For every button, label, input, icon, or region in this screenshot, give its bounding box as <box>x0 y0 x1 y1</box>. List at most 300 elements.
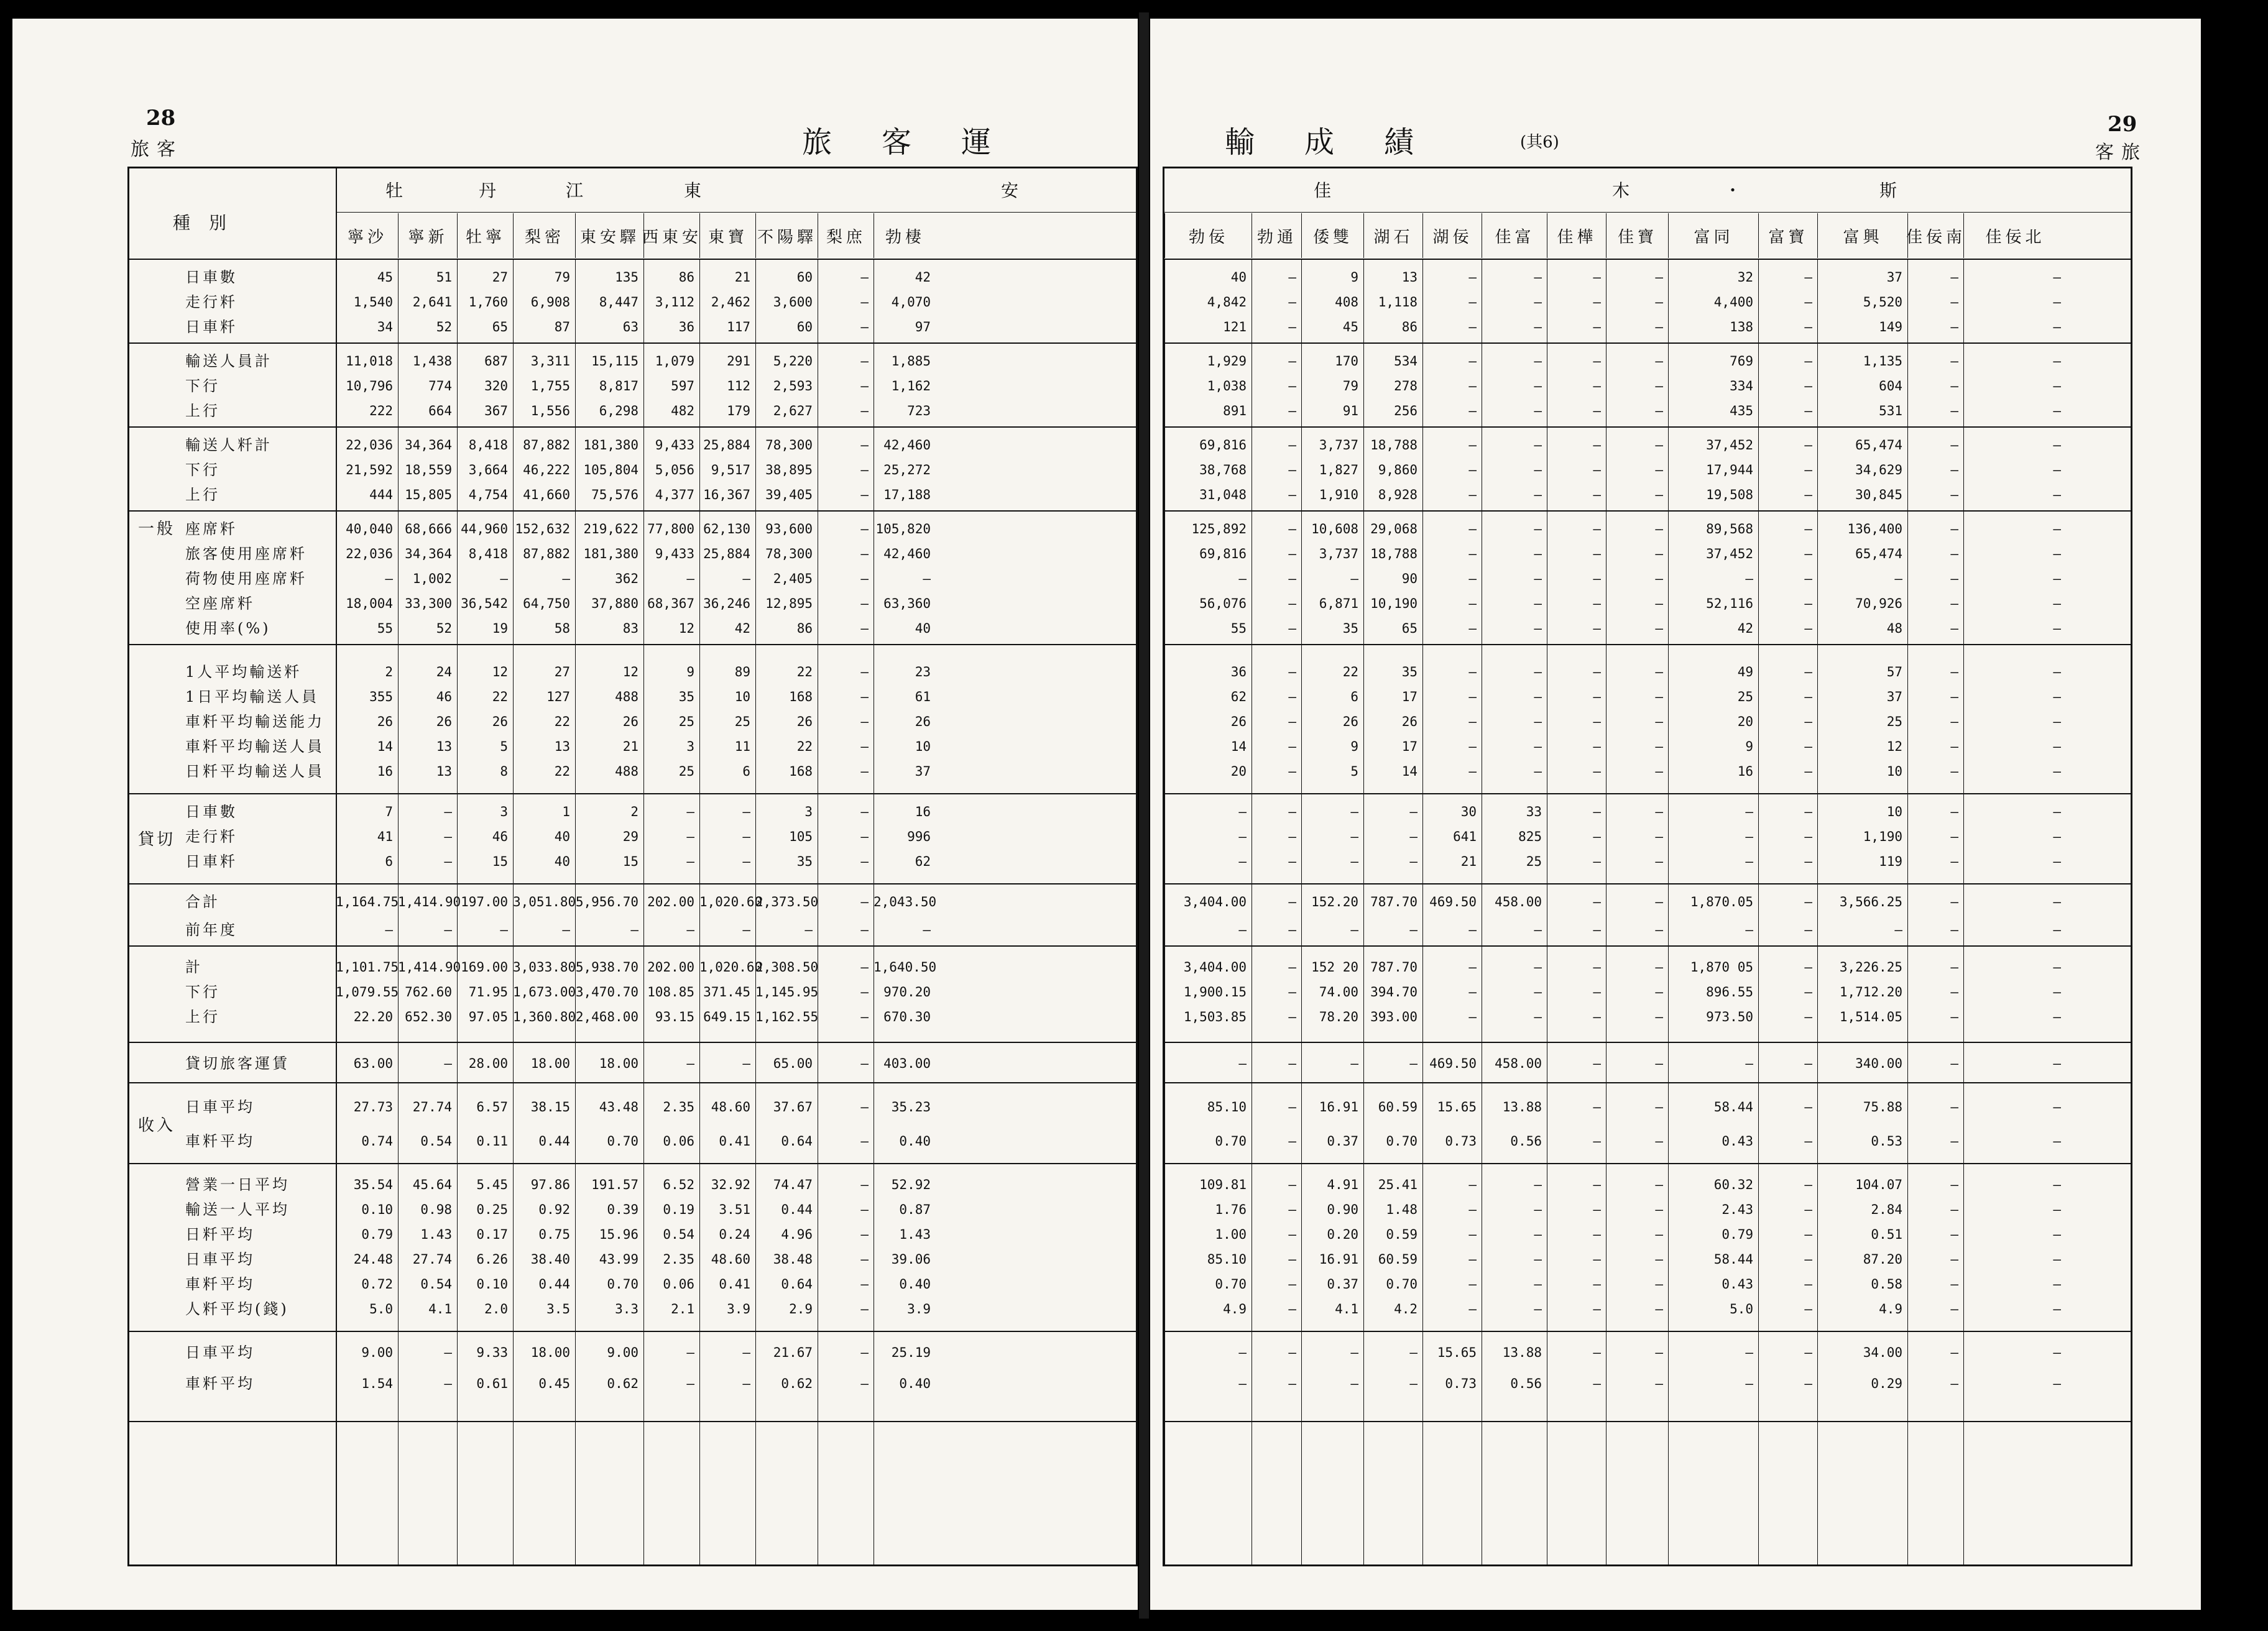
table-row <box>129 566 1136 591</box>
table-row <box>1164 1095 2131 1119</box>
table-row <box>1164 541 2131 566</box>
data-cell: — <box>1950 1134 1958 1149</box>
data-cell: — <box>860 922 869 937</box>
data-cell: — <box>1804 1277 1812 1292</box>
data-cell: — <box>2053 689 2061 704</box>
table-row <box>129 849 1136 874</box>
data-cell: — <box>686 571 694 586</box>
data-cell: 79 <box>1342 379 1358 393</box>
data-cell: — <box>1238 1056 1247 1071</box>
data-cell: 0.75 <box>538 1227 570 1242</box>
data-cell: — <box>742 1376 750 1391</box>
data-cell: 16.91 <box>1319 1100 1358 1114</box>
data-cell: — <box>444 854 452 869</box>
left-ledger-table <box>127 167 1138 1566</box>
table-row <box>129 315 1136 339</box>
data-cell: — <box>2053 764 2061 779</box>
data-cell: — <box>2053 985 2061 999</box>
station-header: 富興 <box>1817 213 1908 258</box>
data-cell: — <box>1655 960 1663 975</box>
data-cell: 13 <box>554 739 570 754</box>
data-cell: — <box>444 1056 452 1071</box>
data-cell: 63.00 <box>353 1056 393 1071</box>
data-cell: 138 <box>1730 319 1753 334</box>
data-cell: — <box>1288 1252 1296 1267</box>
data-cell: — <box>1350 804 1358 819</box>
data-cell: — <box>1950 1202 1958 1217</box>
table-row <box>1164 917 2131 942</box>
data-cell: — <box>1288 739 1296 754</box>
station-header: 富寶 <box>1758 213 1818 258</box>
data-cell: 197.00 <box>461 894 508 909</box>
data-cell: — <box>1950 985 1958 999</box>
row-label: 走行粁 <box>185 293 237 311</box>
data-cell: 62 <box>1230 689 1247 704</box>
data-cell: 3,226.25 <box>1839 960 1902 975</box>
data-cell: 482 <box>671 403 694 418</box>
data-cell: — <box>860 1345 869 1360</box>
data-cell: 62,130 <box>703 521 750 536</box>
data-cell: 16 <box>377 764 393 779</box>
data-cell: — <box>1350 829 1358 844</box>
data-cell: 649.15 <box>703 1009 750 1024</box>
data-cell: 219,622 <box>583 521 638 536</box>
data-cell: — <box>1288 1202 1296 1217</box>
data-cell: — <box>1468 462 1477 477</box>
row-label: 荷物使用座席粁 <box>185 570 307 587</box>
data-cell: 0.24 <box>719 1227 750 1242</box>
data-cell: — <box>1593 1202 1601 1217</box>
data-cell: — <box>1288 295 1296 310</box>
data-cell: 0.51 <box>1871 1227 1902 1242</box>
data-cell: — <box>1288 1100 1296 1114</box>
data-cell: 8,418 <box>468 438 508 453</box>
data-cell: — <box>1593 804 1601 819</box>
data-cell: 3,566.25 <box>1839 894 1902 909</box>
station-header: 梨庶 <box>818 213 874 258</box>
data-cell: 69,816 <box>1199 438 1247 453</box>
data-cell: — <box>1534 764 1542 779</box>
data-cell: 1,162 <box>891 379 931 393</box>
data-cell: 1,101.75 <box>336 960 399 975</box>
data-cell: — <box>2053 1009 2061 1024</box>
table-row <box>129 684 1136 709</box>
row-label: 日車平均 <box>185 1251 255 1268</box>
data-cell: 25,884 <box>703 546 750 561</box>
data-cell: 2.1 <box>671 1302 694 1316</box>
row-separator <box>1164 510 2131 512</box>
data-cell: — <box>1950 319 1958 334</box>
table-row <box>1164 591 2131 616</box>
data-cell: — <box>1593 1177 1601 1192</box>
row-label: 前年度 <box>185 921 237 939</box>
data-cell: 5,520 <box>1863 295 1902 310</box>
data-cell: 22 <box>492 689 508 704</box>
data-cell: — <box>1655 1376 1663 1391</box>
data-cell: 5 <box>1350 764 1358 779</box>
data-cell: 13 <box>436 764 452 779</box>
data-cell: 787.70 <box>1370 894 1418 909</box>
data-cell: 6.57 <box>476 1100 508 1114</box>
data-cell: — <box>1950 379 1958 393</box>
data-cell: 52 <box>436 319 452 334</box>
data-cell: — <box>1950 487 1958 502</box>
data-cell: 9,433 <box>655 438 694 453</box>
data-cell: — <box>860 1056 869 1071</box>
data-cell: 65,474 <box>1855 438 1902 453</box>
data-cell: 74.00 <box>1319 985 1358 999</box>
data-cell: — <box>1655 854 1663 869</box>
data-cell: 1,556 <box>530 403 570 418</box>
data-cell: — <box>1288 960 1296 975</box>
data-cell: — <box>1238 829 1247 844</box>
data-cell: 65 <box>492 319 508 334</box>
data-cell: — <box>444 922 452 937</box>
data-cell: — <box>1894 922 1902 937</box>
data-cell: — <box>1950 960 1958 975</box>
station-header: 梨密 <box>513 213 576 258</box>
data-cell: 112 <box>727 379 750 393</box>
data-cell: 1,162.55 <box>755 1009 819 1024</box>
data-cell: — <box>1804 960 1812 975</box>
data-cell: 9 <box>1350 270 1358 285</box>
table-row <box>129 759 1136 784</box>
data-cell: 25,884 <box>703 438 750 453</box>
row-label: 車粁平均 <box>185 1375 255 1392</box>
data-cell: — <box>860 1252 869 1267</box>
data-cell: 1,673.00 <box>513 985 576 999</box>
data-cell: 58.44 <box>1713 1100 1753 1114</box>
data-cell: — <box>1288 438 1296 453</box>
data-cell: — <box>1745 1345 1753 1360</box>
row-separator <box>1164 1042 2131 1043</box>
data-cell: — <box>1804 1302 1812 1316</box>
data-cell: 105,804 <box>583 462 638 477</box>
data-cell: — <box>1950 1009 1958 1024</box>
data-cell: 17,188 <box>883 487 931 502</box>
data-cell: — <box>860 829 869 844</box>
data-cell: 42 <box>915 270 931 285</box>
data-cell: — <box>1950 295 1958 310</box>
data-cell: — <box>1745 829 1753 844</box>
data-cell: — <box>1288 985 1296 999</box>
data-cell: 65.00 <box>773 1056 813 1071</box>
data-cell: 25,272 <box>883 462 931 477</box>
station-header: 佳樺 <box>1547 213 1606 258</box>
table-row <box>129 980 1136 1004</box>
station-header: 湖佞 <box>1422 213 1482 258</box>
data-cell: — <box>500 922 508 937</box>
data-cell: — <box>1288 1009 1296 1024</box>
data-cell: — <box>2053 1056 2061 1071</box>
data-cell: — <box>1804 1134 1812 1149</box>
data-cell: 152.20 <box>1311 894 1358 909</box>
table-row <box>129 457 1136 482</box>
data-cell: 16,367 <box>703 487 750 502</box>
data-cell: — <box>1593 379 1601 393</box>
row-type-header: 種別 <box>173 213 246 233</box>
data-cell: — <box>2053 403 2061 418</box>
data-cell: 0.64 <box>781 1134 813 1149</box>
data-cell: 1,712.20 <box>1839 985 1902 999</box>
row-label: 下行 <box>185 983 220 1001</box>
table-row <box>129 955 1136 980</box>
data-cell: — <box>1804 854 1812 869</box>
data-cell: — <box>1804 462 1812 477</box>
data-cell: 21.67 <box>773 1345 813 1360</box>
data-cell: 34.00 <box>1863 1345 1902 1360</box>
data-cell: — <box>1950 1277 1958 1292</box>
table-row <box>1164 482 2131 507</box>
data-cell: 87,882 <box>523 546 570 561</box>
data-cell: — <box>1950 739 1958 754</box>
data-cell: 12 <box>622 664 638 679</box>
data-cell: — <box>1655 487 1663 502</box>
data-cell: 8,928 <box>1378 487 1418 502</box>
data-cell: 40 <box>915 621 931 636</box>
data-cell: — <box>1950 829 1958 844</box>
data-cell: 37,880 <box>591 596 638 611</box>
data-cell: 458.00 <box>1495 1056 1542 1071</box>
data-cell: — <box>1593 438 1601 453</box>
left-route-groups <box>336 168 1136 213</box>
data-cell: 10 <box>734 689 750 704</box>
data-cell: 2,641 <box>412 295 452 310</box>
data-cell: — <box>860 894 869 909</box>
data-cell: — <box>2053 521 2061 536</box>
data-cell: 9,433 <box>655 546 694 561</box>
data-cell: — <box>1288 571 1296 586</box>
data-cell: 2,627 <box>773 403 813 418</box>
table-row <box>129 1095 1136 1119</box>
data-cell: 670.30 <box>883 1009 931 1024</box>
data-cell: — <box>1655 739 1663 754</box>
data-cell: — <box>1745 922 1753 937</box>
row-group-label: 貸切 <box>138 830 176 849</box>
data-cell: — <box>2053 1376 2061 1391</box>
data-cell: 0.43 <box>1722 1277 1753 1292</box>
data-cell: — <box>2053 571 2061 586</box>
data-cell: 2.9 <box>789 1302 813 1316</box>
data-cell: — <box>742 854 750 869</box>
row-label: 1日平均輸送人員 <box>185 688 320 705</box>
row-separator <box>129 644 1136 645</box>
data-cell: 5 <box>500 739 508 754</box>
data-cell: 0.70 <box>607 1277 638 1292</box>
data-cell: 35 <box>796 854 813 869</box>
data-cell: — <box>860 689 869 704</box>
table-row <box>129 709 1136 734</box>
table-row <box>1164 759 2131 784</box>
table-row <box>1164 849 2131 874</box>
data-cell: 6.26 <box>476 1252 508 1267</box>
data-cell: — <box>860 764 869 779</box>
data-cell: 6 <box>742 764 750 779</box>
data-cell: 1,870 05 <box>1690 960 1753 975</box>
row-separator <box>129 883 1136 884</box>
data-cell: 79 <box>554 270 570 285</box>
data-cell: 51 <box>436 270 452 285</box>
data-cell: 8 <box>500 764 508 779</box>
table-row <box>129 824 1136 849</box>
data-cell: 0.44 <box>538 1134 570 1149</box>
data-cell: — <box>1468 1302 1477 1316</box>
data-cell: 83 <box>622 621 638 636</box>
station-header: 勃通 <box>1252 213 1302 258</box>
data-cell: — <box>860 804 869 819</box>
data-cell: 19,508 <box>1706 487 1753 502</box>
data-cell: 444 <box>369 487 393 502</box>
data-cell: — <box>1288 354 1296 369</box>
data-cell: 604 <box>1879 379 1902 393</box>
data-cell: — <box>1593 571 1601 586</box>
data-cell: 37 <box>915 764 931 779</box>
data-cell: — <box>1593 922 1601 937</box>
data-cell: 0.54 <box>420 1134 452 1149</box>
data-cell: — <box>1894 571 1902 586</box>
data-cell: 37,452 <box>1706 438 1753 453</box>
data-cell: 0.62 <box>607 1376 638 1391</box>
data-cell: 1,135 <box>1863 354 1902 369</box>
data-cell: — <box>1593 1277 1601 1292</box>
data-cell: 469.50 <box>1429 1056 1477 1071</box>
data-cell: 1.48 <box>1386 1202 1418 1217</box>
data-cell: 0.54 <box>420 1277 452 1292</box>
row-separator <box>1164 1421 2131 1422</box>
data-cell: 23 <box>915 664 931 679</box>
data-cell: 13.88 <box>1502 1100 1542 1114</box>
row-separator <box>129 945 1136 947</box>
table-row <box>1164 734 2131 759</box>
data-cell: — <box>742 922 750 937</box>
row-separator <box>129 1042 1136 1043</box>
data-cell: — <box>1534 596 1542 611</box>
data-cell: — <box>1288 546 1296 561</box>
data-cell: — <box>1593 1302 1601 1316</box>
data-cell: 34 <box>377 319 393 334</box>
table-row <box>1164 799 2131 824</box>
data-cell: 0.70 <box>1386 1277 1418 1292</box>
row-separator <box>129 510 1136 512</box>
data-cell: 1,885 <box>891 354 931 369</box>
station-header: 勃佞 <box>1164 213 1252 258</box>
data-cell: — <box>1350 1056 1358 1071</box>
data-cell: 36 <box>678 319 694 334</box>
data-cell: 3.9 <box>727 1302 750 1316</box>
data-cell: 362 <box>615 571 638 586</box>
data-cell: 26 <box>1342 714 1358 729</box>
data-cell: 87 <box>554 319 570 334</box>
data-cell: — <box>1950 438 1958 453</box>
data-cell: 25.41 <box>1378 1177 1418 1192</box>
table-row <box>129 889 1136 914</box>
data-cell: 97.05 <box>468 1009 508 1024</box>
data-cell: 3,112 <box>655 295 694 310</box>
data-cell: — <box>1655 621 1663 636</box>
data-cell: — <box>1534 487 1542 502</box>
data-cell: 762.60 <box>405 985 452 999</box>
data-cell: 2.35 <box>663 1100 694 1114</box>
table-row <box>129 541 1136 566</box>
data-cell: 8,418 <box>468 546 508 561</box>
row-label: 下行 <box>185 461 220 479</box>
table-row <box>129 1247 1136 1272</box>
data-cell: — <box>1288 319 1296 334</box>
data-cell: 4.96 <box>781 1227 813 1242</box>
data-cell: 0.61 <box>476 1376 508 1391</box>
data-cell: 65,474 <box>1855 546 1902 561</box>
data-cell: — <box>1593 960 1601 975</box>
data-cell: 1,079.55 <box>336 985 399 999</box>
row-label: 1人平均輸送粁 <box>185 663 302 681</box>
data-cell: 0.72 <box>361 1277 393 1292</box>
data-cell: 5,938.70 <box>575 960 638 975</box>
data-cell: — <box>2053 854 2061 869</box>
data-cell: 136,400 <box>1847 521 1902 536</box>
data-cell: 5.45 <box>476 1177 508 1192</box>
data-cell: — <box>1534 960 1542 975</box>
data-cell: — <box>1950 894 1958 909</box>
data-cell: — <box>686 804 694 819</box>
row-label: 日車平均 <box>185 1344 255 1361</box>
data-cell: 1,079 <box>655 354 694 369</box>
row-label: 合計 <box>185 893 220 911</box>
data-cell: 0.73 <box>1445 1376 1477 1391</box>
data-cell: — <box>444 829 452 844</box>
data-cell: — <box>1804 985 1812 999</box>
data-cell: 8,817 <box>599 379 638 393</box>
data-cell: 435 <box>1730 403 1753 418</box>
data-cell: — <box>1950 1302 1958 1316</box>
data-cell: 10,190 <box>1370 596 1418 611</box>
data-cell: 10 <box>1886 804 1902 819</box>
row-label: 空座席粁 <box>185 595 255 612</box>
data-cell: — <box>444 804 452 819</box>
table-row <box>1164 457 2131 482</box>
data-cell: — <box>2053 270 2061 285</box>
data-cell: — <box>742 804 750 819</box>
data-cell: 3.51 <box>719 1202 750 1217</box>
row-label: 使用率(%) <box>185 620 271 637</box>
data-cell: 135 <box>615 270 638 285</box>
data-cell: — <box>860 664 869 679</box>
data-cell: — <box>1593 829 1601 844</box>
data-cell: 38.48 <box>773 1252 813 1267</box>
data-cell: — <box>1409 1345 1418 1360</box>
data-cell: 222 <box>369 403 393 418</box>
data-cell: 105 <box>789 829 813 844</box>
data-cell: 1,145.95 <box>755 985 819 999</box>
data-cell: 4,377 <box>655 487 694 502</box>
table-row <box>1164 684 2131 709</box>
page-number-right: 29 <box>2108 112 2137 137</box>
data-cell: — <box>1534 664 1542 679</box>
data-cell: 43.48 <box>599 1100 638 1114</box>
data-cell: — <box>1804 403 1812 418</box>
data-cell: — <box>1350 922 1358 937</box>
data-cell: 15.96 <box>599 1227 638 1242</box>
data-cell: 0.11 <box>476 1134 508 1149</box>
data-cell: 15 <box>492 854 508 869</box>
data-cell: 86 <box>678 270 694 285</box>
data-cell: 22,036 <box>346 546 393 561</box>
data-cell: — <box>1593 487 1601 502</box>
data-cell: 3,737 <box>1319 546 1358 561</box>
data-cell: 38,768 <box>1199 462 1247 477</box>
data-cell: — <box>1468 714 1477 729</box>
data-cell: — <box>1804 764 1812 779</box>
row-separator <box>129 1163 1136 1164</box>
